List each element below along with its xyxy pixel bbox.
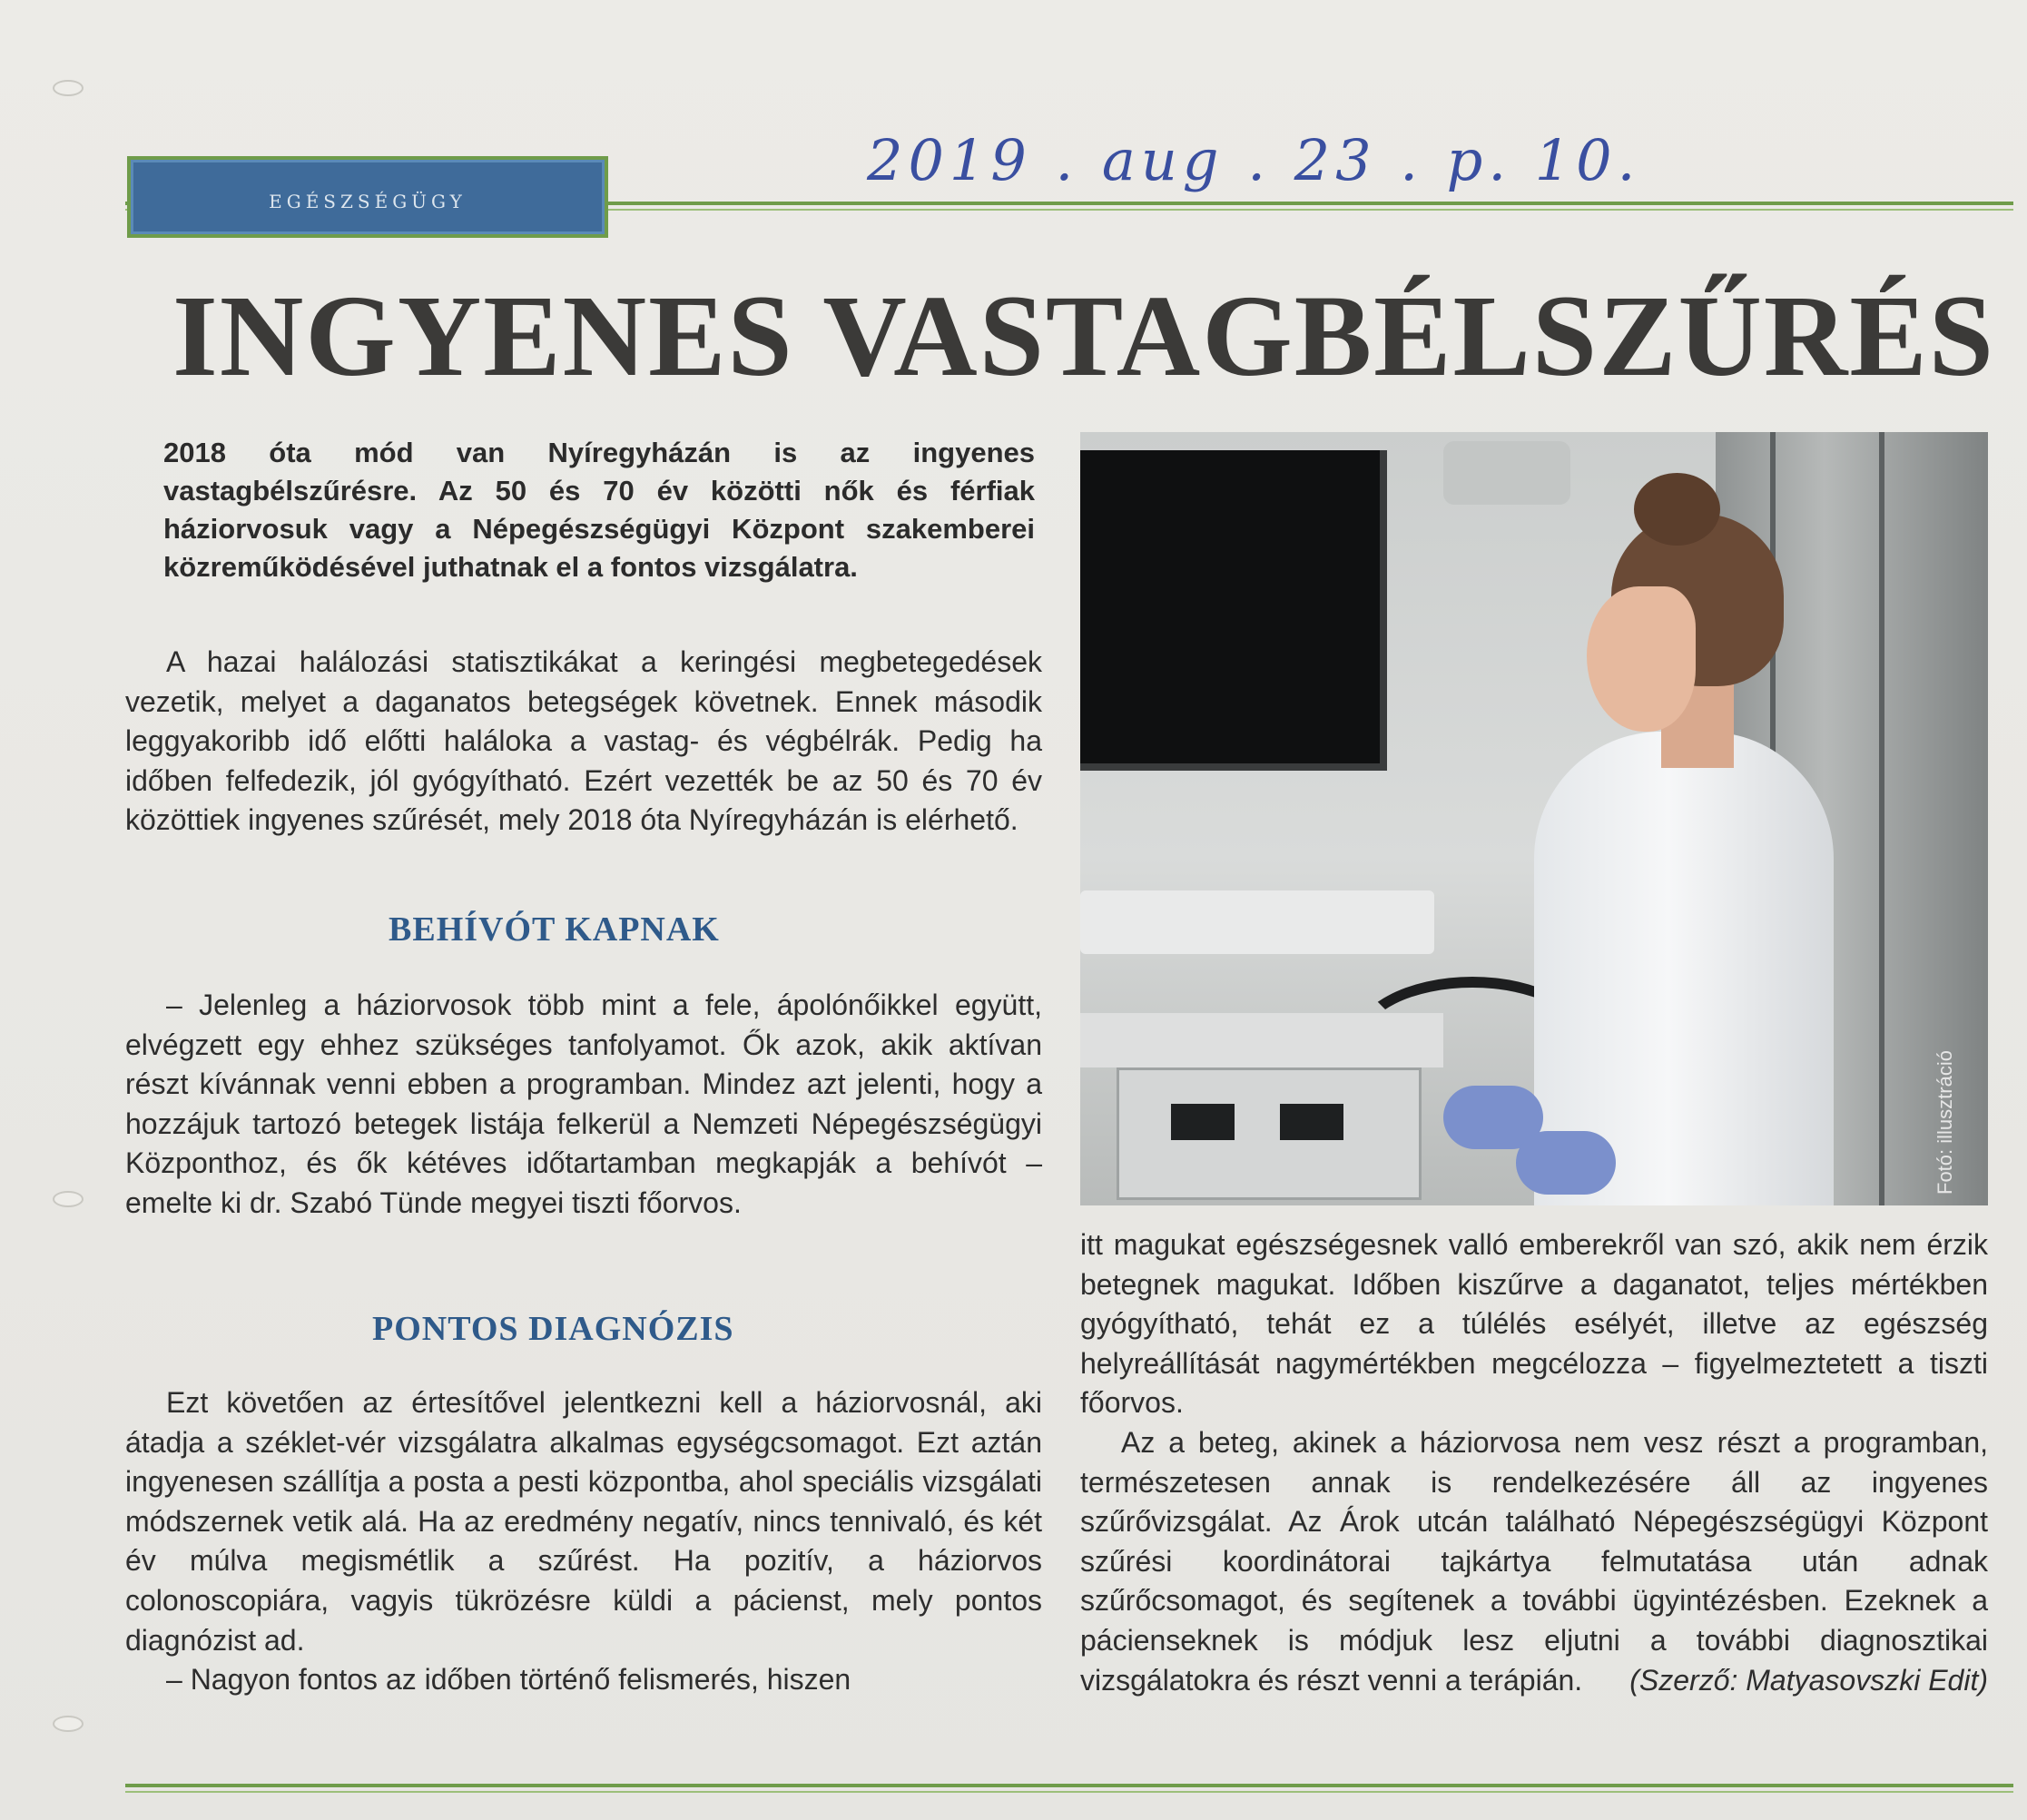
photo-glove [1516, 1131, 1616, 1195]
section-1-paragraph: – Jelenleg a háziorvosok több mint a fele, ápolónőikkel együtt, elvégzett egy ehhez szükséges tanfolyamot. Ők azok, akik aktívan részt kívánnak venni ebben a programban. Mindez azt jelenti, hogy a hozzájuk tartozó betegek listája felkerül a Nemzeti Népegészségügyi Központhoz, és ők kétéves időtartamban megkapják a behívót – emelte ki dr. Szabó Tünde megyei tiszti főorvos. [125, 989, 1042, 1219]
photo-device-display [1280, 1104, 1343, 1140]
photo-device-display [1171, 1104, 1235, 1140]
subheading-behivot-kapnak: BEHÍVÓT KAPNAK [389, 910, 720, 949]
punch-hole-mark [53, 1716, 84, 1732]
photo-cabinet-edge [1879, 432, 1884, 1205]
right-paragraph-2-text: Az a beteg, akinek a háziorvosa nem vesz részt a programban, természetesen annak is rendelkezésére áll az ingyenes szűrővizsgálat. Az Árok utcán található Népegészségügyi Központ szűrési koordinátorai tajkártya felmutatása után adnak szűrőcsomagot, és segítenek a további ügyintézésben. Ezeknek a pácienseknek is módjuk lesz eljutni a további diagnosztikai vizsgálatokra és részt venni a terápián. [1080, 1425, 1988, 1697]
right-paragraph-1: itt magukat egészségesnek valló emberekről van szó, akik nem érzik betegnek magukat. Időben kiszűrve a daganatot, teljes mértékben gyógyítható, tehát ez a túlélés esélyét, illetve az egészség helyreállítását nagymértékben megcélozza – figyelmeztetett a tiszti főorvos. [1080, 1228, 1988, 1420]
author-credit: (Szerző: Matyasovszki Edit) [1629, 1663, 1988, 1697]
right-column [1080, 1225, 1988, 1700]
photo-cart-shelf [1080, 890, 1434, 954]
right-paragraph-2 [1080, 1423, 1988, 1700]
section-2-paragraph: Ezt követően az értesítővel jelentkezni kell a háziorvosnál, aki átadja a széklet-vér vizsgálatra alkalmas egységcsomagot. Ezt aztán ingyenesen szállítja a posta a pesti központba, ahol speciális vizsgálati módszernek vetik alá. Ha az eredmény negatív, nincs tennivaló, és két év múlva megismétlik a szűrést. Ha pozitív, a háziorvos colonoscopiára, vagyis tükrözésre küldi a pácienst, mely pontos diagnózist ad. [125, 1386, 1042, 1657]
photo-endoscopy-device [1117, 1067, 1422, 1200]
handwritten-date-note: 2019 . aug . 23 . p. 10. [867, 127, 1641, 193]
article-headline: INGYENES VASTAGBÉLSZŰRÉS [172, 271, 1995, 400]
photo-nurse-hair-bun [1634, 473, 1720, 546]
article-photo [1080, 432, 1988, 1205]
intro-paragraph: A hazai halálozási statisztikákat a keringési megbetegedések vezetik, melyet a daganatos betegségek követnek. Ennek második leggyakoribb idő előtti haláloka a vastag- és végbélrák. Pedig ha időben felfedezik, jól gyógyítható. Ezért vezették be az 50 és 70 év közöttiek ingyenes szűrését, mely 2018 óta Nyíregyházán is elérhető. [125, 645, 1042, 837]
punch-hole-mark [53, 80, 84, 96]
section-label-box [127, 156, 608, 238]
footer-rule [125, 1784, 2013, 1787]
section-2-column [125, 1383, 1042, 1700]
intro-column [125, 643, 1042, 841]
photo-monitor [1080, 450, 1387, 771]
punch-hole-mark [53, 1191, 84, 1207]
photo-nurse-face [1587, 586, 1696, 732]
article-lead: 2018 óta mód van Nyíregyházán is az ingyenes vastagbélszűrésre. Az 50 és 70 év közötti nők és férfiak háziorvosuk vagy a Népegészségügyi Központ szakemberei közreműködésével juthatnak el a fontos vizsgálatra. [163, 437, 1035, 583]
subheading-pontos-diagnozis: PONTOS DIAGNÓZIS [372, 1310, 734, 1348]
photo-monitor-arm [1443, 441, 1570, 505]
footer-rule-secondary [125, 1791, 2013, 1793]
section-label: EGÉSZSÉGÜGY [269, 191, 467, 212]
photo-credit: Fotó: illusztráció [1934, 1050, 1956, 1195]
section-1-column [125, 986, 1042, 1224]
section-2-quote-start: – Nagyon fontos az időben történő felismerés, hiszen [166, 1663, 851, 1697]
